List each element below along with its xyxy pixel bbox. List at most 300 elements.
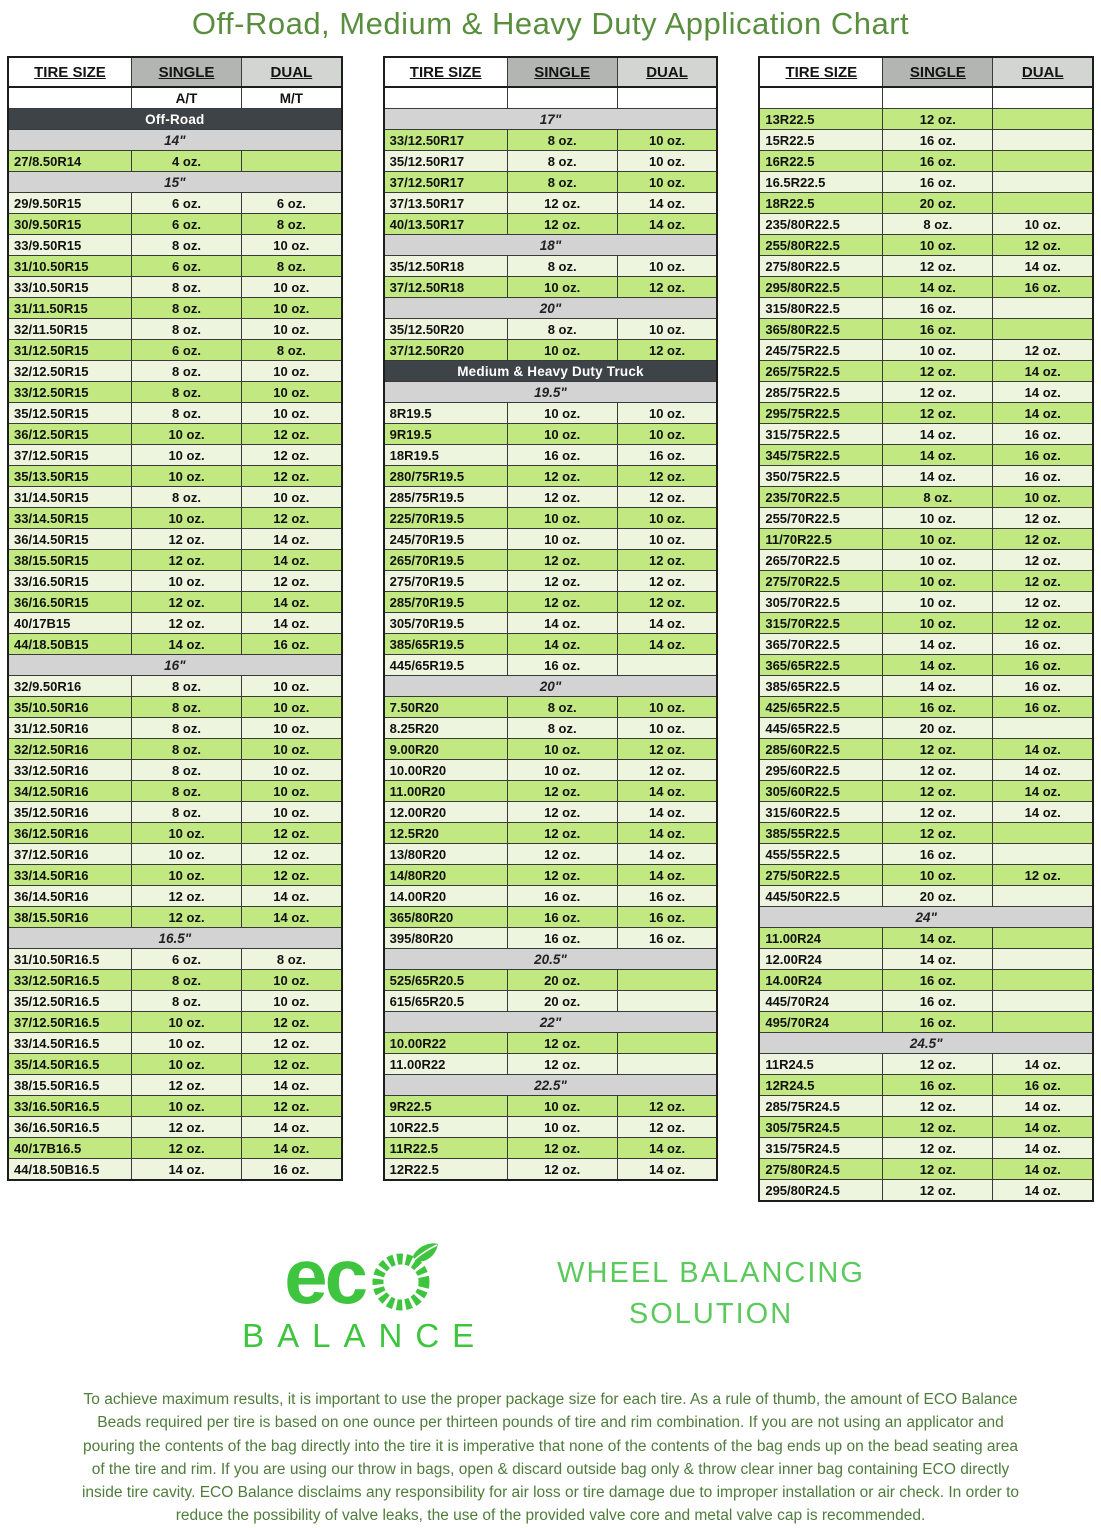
table-row [384, 319, 718, 340]
single-oz-cell: 12 oz. [883, 802, 993, 823]
tire-size-cell: 44/18.50B15 [8, 634, 131, 655]
tire-size-cell: 40/13.50R17 [384, 214, 507, 235]
tire-size-cell: 12R22.5 [384, 1159, 507, 1181]
tire-size-cell: 34/12.50R16 [8, 781, 131, 802]
tire-size-cell: 12.00R20 [384, 802, 507, 823]
dual-oz-cell: 10 oz. [242, 361, 342, 382]
tire-size-cell: 36/14.50R15 [8, 529, 131, 550]
dual-oz-cell: 14 oz. [993, 802, 1093, 823]
table-row [384, 1117, 718, 1138]
single-oz-cell: 16 oz. [507, 928, 617, 949]
wheel-size-header: 20" [384, 298, 718, 319]
single-oz-cell: 16 oz. [507, 886, 617, 907]
tire-size-cell: 15R22.5 [759, 130, 882, 151]
single-oz-cell: 8 oz. [507, 697, 617, 718]
column-header-single: SINGLE [131, 57, 241, 87]
tire-size-cell: 35/10.50R16 [8, 697, 131, 718]
single-oz-cell: 6 oz. [131, 340, 241, 361]
tire-size-cell: 265/75R22.5 [759, 361, 882, 382]
subheader-cell: M/T [242, 87, 342, 109]
dual-oz-cell: 16 oz. [242, 1159, 342, 1181]
wheel-size-header: 20.5" [384, 949, 718, 970]
column-header-tire-size: TIRE SIZE [8, 57, 131, 87]
table-row [8, 739, 342, 760]
subheader-cell [384, 87, 507, 109]
single-oz-cell: 12 oz. [883, 361, 993, 382]
subheader-row [759, 87, 1093, 109]
single-oz-cell: 20 oz. [507, 970, 617, 991]
single-oz-cell: 8 oz. [507, 319, 617, 340]
tire-size-cell: 11.00R24 [759, 928, 882, 949]
dual-oz-cell: 12 oz. [617, 1096, 717, 1117]
single-oz-cell: 10 oz. [131, 1012, 241, 1033]
dual-oz-cell: 14 oz. [993, 256, 1093, 277]
logo-text-balance: BALANCE [242, 1316, 488, 1354]
table-row [384, 844, 718, 865]
single-oz-cell: 14 oz. [883, 424, 993, 445]
single-oz-cell: 12 oz. [883, 382, 993, 403]
tire-size-cell: 37/12.50R20 [384, 340, 507, 361]
dual-oz-cell: 16 oz. [993, 424, 1093, 445]
dual-oz-cell: 10 oz. [617, 151, 717, 172]
dual-oz-cell: 12 oz. [242, 823, 342, 844]
tire-size-cell: 31/10.50R15 [8, 256, 131, 277]
table-row [759, 340, 1093, 361]
dual-oz-cell [993, 1012, 1093, 1033]
tire-size-cell: 285/70R19.5 [384, 592, 507, 613]
single-oz-cell: 8 oz. [131, 403, 241, 424]
dual-oz-cell: 10 oz. [242, 970, 342, 991]
dual-oz-cell: 12 oz. [993, 592, 1093, 613]
table-row [8, 949, 342, 970]
table-row [8, 193, 342, 214]
table-row [8, 844, 342, 865]
dual-oz-cell: 14 oz. [617, 214, 717, 235]
column-header-tire-size: TIRE SIZE [759, 57, 882, 87]
table-row [384, 214, 718, 235]
dual-oz-cell: 16 oz. [617, 886, 717, 907]
single-oz-cell: 12 oz. [507, 1033, 617, 1054]
tire-size-cell: 44/18.50B16.5 [8, 1159, 131, 1181]
tire-size-cell: 315/70R22.5 [759, 613, 882, 634]
table-row [384, 445, 718, 466]
table-row [759, 487, 1093, 508]
dual-oz-cell: 10 oz. [617, 508, 717, 529]
section-header-row [8, 109, 342, 130]
single-oz-cell: 12 oz. [507, 865, 617, 886]
dual-oz-cell: 16 oz. [617, 907, 717, 928]
tire-size-cell: 13R22.5 [759, 109, 882, 130]
subheader-cell [883, 87, 993, 109]
tire-size-cell: 37/12.50R17 [384, 172, 507, 193]
tire-size-cell: 445/70R24 [759, 991, 882, 1012]
tire-size-cell: 35/12.50R20 [384, 319, 507, 340]
table-row [759, 991, 1093, 1012]
single-oz-cell: 10 oz. [131, 424, 241, 445]
dual-oz-cell: 16 oz. [993, 697, 1093, 718]
tire-size-cell: 36/12.50R16 [8, 823, 131, 844]
table-row [759, 445, 1093, 466]
subheader-cell [617, 87, 717, 109]
tire-size-cell: 14.00R20 [384, 886, 507, 907]
table-row [759, 949, 1093, 970]
table-row [759, 1075, 1093, 1096]
column-header-single: SINGLE [883, 57, 993, 87]
dual-oz-cell: 14 oz. [993, 760, 1093, 781]
dual-oz-cell: 12 oz. [242, 571, 342, 592]
tire-size-cell: 31/11.50R15 [8, 298, 131, 319]
single-oz-cell: 10 oz. [131, 1054, 241, 1075]
table-row [8, 781, 342, 802]
single-oz-cell: 16 oz. [883, 991, 993, 1012]
dual-oz-cell: 14 oz. [617, 802, 717, 823]
single-oz-cell: 8 oz. [507, 151, 617, 172]
table-row [8, 445, 342, 466]
dual-oz-cell [617, 1033, 717, 1054]
single-oz-cell: 14 oz. [883, 634, 993, 655]
single-oz-cell: 20 oz. [883, 718, 993, 739]
single-oz-cell: 8 oz. [131, 277, 241, 298]
single-oz-cell: 12 oz. [131, 529, 241, 550]
table-row [384, 340, 718, 361]
dual-oz-cell [617, 991, 717, 1012]
single-oz-cell: 12 oz. [883, 1138, 993, 1159]
table-row [8, 529, 342, 550]
tire-size-cell: 33/14.50R15 [8, 508, 131, 529]
tire-size-cell: 12.5R20 [384, 823, 507, 844]
table-row [384, 172, 718, 193]
single-oz-cell: 10 oz. [883, 592, 993, 613]
table-row [759, 760, 1093, 781]
dual-oz-cell: 12 oz. [242, 1096, 342, 1117]
single-oz-cell: 10 oz. [507, 1096, 617, 1117]
table-row [759, 466, 1093, 487]
table-row [759, 844, 1093, 865]
section-header: Medium & Heavy Duty Truck [384, 361, 718, 382]
dual-oz-cell: 14 oz. [993, 361, 1093, 382]
tire-size-cell: 295/80R22.5 [759, 277, 882, 298]
single-oz-cell: 14 oz. [883, 949, 993, 970]
single-oz-cell: 8 oz. [883, 487, 993, 508]
dual-oz-cell: 10 oz. [993, 487, 1093, 508]
dual-oz-cell: 10 oz. [617, 172, 717, 193]
table-row [384, 718, 718, 739]
dual-oz-cell: 12 oz. [617, 277, 717, 298]
table-row [759, 970, 1093, 991]
tire-size-cell: 245/75R22.5 [759, 340, 882, 361]
table-row [759, 802, 1093, 823]
single-oz-cell: 16 oz. [883, 151, 993, 172]
tire-size-cell: 280/75R19.5 [384, 466, 507, 487]
single-oz-cell: 8 oz. [131, 676, 241, 697]
table-row [384, 529, 718, 550]
table-row [384, 424, 718, 445]
single-oz-cell: 12 oz. [131, 1117, 241, 1138]
single-oz-cell: 16 oz. [883, 970, 993, 991]
tire-size-cell: 33/12.50R17 [384, 130, 507, 151]
dual-oz-cell: 14 oz. [242, 886, 342, 907]
tagline-line-2: SOLUTION [628, 1298, 794, 1330]
tire-size-cell: 285/75R24.5 [759, 1096, 882, 1117]
single-oz-cell: 10 oz. [507, 424, 617, 445]
table-row [8, 571, 342, 592]
tire-size-cell: 36/14.50R16 [8, 886, 131, 907]
table-row [8, 886, 342, 907]
dual-oz-cell: 14 oz. [617, 865, 717, 886]
dual-oz-cell: 16 oz. [993, 676, 1093, 697]
tire-size-cell: 35/12.50R16.5 [8, 991, 131, 1012]
table-row [759, 193, 1093, 214]
column-header-single: SINGLE [507, 57, 617, 87]
single-oz-cell: 10 oz. [131, 1096, 241, 1117]
column-header-dual: DUAL [617, 57, 717, 87]
dual-oz-cell: 14 oz. [993, 739, 1093, 760]
dual-oz-cell [993, 823, 1093, 844]
wheel-size-header-row [384, 1075, 718, 1096]
tire-size-cell: 40/17B15 [8, 613, 131, 634]
wheel-size-header: 24.5" [759, 1033, 1093, 1054]
dual-oz-cell: 10 oz. [617, 718, 717, 739]
table-row [384, 466, 718, 487]
dual-oz-cell: 14 oz. [993, 781, 1093, 802]
tire-size-cell: 235/70R22.5 [759, 487, 882, 508]
dual-oz-cell: 12 oz. [617, 550, 717, 571]
single-oz-cell: 12 oz. [507, 466, 617, 487]
eco-balance-logo [236, 1231, 488, 1354]
single-oz-cell: 12 oz. [507, 193, 617, 214]
wheel-size-header: 20" [384, 676, 718, 697]
dual-oz-cell: 16 oz. [993, 466, 1093, 487]
tire-size-cell: 445/65R19.5 [384, 655, 507, 676]
dual-oz-cell: 12 oz. [993, 613, 1093, 634]
single-oz-cell: 6 oz. [131, 256, 241, 277]
dual-oz-cell: 16 oz. [993, 445, 1093, 466]
tire-size-cell: 37/12.50R18 [384, 277, 507, 298]
table-row [384, 970, 718, 991]
table-row [759, 781, 1093, 802]
disclaimer-line: Beads required per tire is based on one ounce per thirteen pounds of tire and rim combination. If you are not using an applicator and [97, 1414, 1004, 1432]
tire-size-cell: 31/14.50R15 [8, 487, 131, 508]
logo-wordmark-eco [236, 1231, 487, 1320]
tire-size-cell: 36/12.50R15 [8, 424, 131, 445]
single-oz-cell: 20 oz. [507, 991, 617, 1012]
dual-oz-cell: 12 oz. [242, 844, 342, 865]
dual-oz-cell: 14 oz. [617, 1159, 717, 1181]
table-row [384, 1159, 718, 1181]
dual-oz-cell: 14 oz. [242, 1075, 342, 1096]
table-row [384, 1096, 718, 1117]
single-oz-cell: 8 oz. [131, 802, 241, 823]
page-title: Off-Road, Medium & Heavy Duty Application Chart [191, 6, 910, 41]
dual-oz-cell: 12 oz. [617, 466, 717, 487]
wheel-size-header: 15" [8, 172, 342, 193]
single-oz-cell: 8 oz. [131, 487, 241, 508]
table-row [759, 508, 1093, 529]
dual-oz-cell [993, 991, 1093, 1012]
tire-size-cell: 33/10.50R15 [8, 277, 131, 298]
tire-size-cell: 275/70R19.5 [384, 571, 507, 592]
tire-size-cell: 35/14.50R16.5 [8, 1054, 131, 1075]
table-row [759, 676, 1093, 697]
wheel-size-header-row [384, 1012, 718, 1033]
tire-size-cell: 9.00R20 [384, 739, 507, 760]
usage-disclaimer-text [0, 1388, 1101, 1528]
single-oz-cell: 14 oz. [883, 445, 993, 466]
wheel-size-header: 14" [8, 130, 342, 151]
table-row [384, 613, 718, 634]
tire-size-cell: 10R22.5 [384, 1117, 507, 1138]
dual-oz-cell: 16 oz. [993, 634, 1093, 655]
dual-oz-cell: 10 oz. [242, 991, 342, 1012]
dual-oz-cell: 10 oz. [617, 424, 717, 445]
subheader-row [8, 87, 342, 109]
tire-size-cell: 29/9.50R15 [8, 193, 131, 214]
tire-size-cell: 33/9.50R15 [8, 235, 131, 256]
table-row [384, 886, 718, 907]
single-oz-cell: 16 oz. [507, 445, 617, 466]
tire-size-cell: 265/70R22.5 [759, 550, 882, 571]
single-oz-cell: 12 oz. [507, 802, 617, 823]
single-oz-cell: 8 oz. [131, 361, 241, 382]
single-oz-cell: 14 oz. [507, 613, 617, 634]
table-row [8, 466, 342, 487]
single-oz-cell: 10 oz. [507, 1117, 617, 1138]
table-row [759, 130, 1093, 151]
table-row [8, 823, 342, 844]
column-header-tire-size: TIRE SIZE [384, 57, 507, 87]
tire-with-leaf-icon [367, 1242, 439, 1314]
wheel-size-header: 18" [384, 235, 718, 256]
tire-size-cell: 13/80R20 [384, 844, 507, 865]
single-oz-cell: 12 oz. [507, 1054, 617, 1075]
table-row [8, 1096, 342, 1117]
tire-size-cell: 16R22.5 [759, 151, 882, 172]
table-row [759, 172, 1093, 193]
single-oz-cell: 8 oz. [131, 970, 241, 991]
single-oz-cell: 8 oz. [131, 739, 241, 760]
table-row [759, 403, 1093, 424]
dual-oz-cell: 10 oz. [242, 781, 342, 802]
dual-oz-cell: 10 oz. [242, 235, 342, 256]
tire-size-cell: 615/65R20.5 [384, 991, 507, 1012]
dual-oz-cell: 12 oz. [617, 571, 717, 592]
tire-size-cell: 32/12.50R15 [8, 361, 131, 382]
tire-size-cell: 8R19.5 [384, 403, 507, 424]
dual-oz-cell: 14 oz. [993, 1180, 1093, 1202]
table-row [759, 928, 1093, 949]
column-header-dual: DUAL [242, 57, 342, 87]
single-oz-cell: 12 oz. [883, 739, 993, 760]
table-row [8, 697, 342, 718]
dual-oz-cell: 12 oz. [617, 487, 717, 508]
table-row [759, 151, 1093, 172]
dual-oz-cell: 14 oz. [617, 781, 717, 802]
table-row [759, 1117, 1093, 1138]
table-row [759, 697, 1093, 718]
tire-size-cell: 315/75R22.5 [759, 424, 882, 445]
tire-size-cell: 11.00R22 [384, 1054, 507, 1075]
single-oz-cell: 12 oz. [507, 487, 617, 508]
tire-size-cell: 425/65R22.5 [759, 697, 882, 718]
dual-oz-cell: 12 oz. [617, 592, 717, 613]
tire-size-cell: 11R22.5 [384, 1138, 507, 1159]
dual-oz-cell: 12 oz. [617, 760, 717, 781]
dual-oz-cell: 6 oz. [242, 193, 342, 214]
dual-oz-cell: 12 oz. [617, 340, 717, 361]
single-oz-cell: 12 oz. [131, 886, 241, 907]
single-oz-cell: 10 oz. [131, 823, 241, 844]
dual-oz-cell: 10 oz. [617, 697, 717, 718]
single-oz-cell: 8 oz. [131, 697, 241, 718]
tire-size-cell: 11/70R22.5 [759, 529, 882, 550]
table-row [384, 277, 718, 298]
single-oz-cell: 12 oz. [883, 1117, 993, 1138]
dual-oz-cell: 14 oz. [242, 1138, 342, 1159]
dual-oz-cell: 12 oz. [242, 508, 342, 529]
tire-size-cell: 35/12.50R15 [8, 403, 131, 424]
tire-size-cell: 235/80R22.5 [759, 214, 882, 235]
dual-oz-cell: 10 oz. [617, 256, 717, 277]
tire-size-cell: 31/12.50R16 [8, 718, 131, 739]
dual-oz-cell: 14 oz. [993, 382, 1093, 403]
single-oz-cell: 14 oz. [131, 1159, 241, 1181]
tire-size-cell: 37/12.50R15 [8, 445, 131, 466]
disclaimer-line: pouring the contents of the bag directly into the tire it is imperative that none of the contents of the bag ends up on the bead seating area [83, 1437, 1018, 1455]
tire-size-cell: 225/70R19.5 [384, 508, 507, 529]
wheel-size-header: 16" [8, 655, 342, 676]
dual-oz-cell: 16 oz. [993, 1075, 1093, 1096]
table-row [759, 592, 1093, 613]
single-oz-cell: 10 oz. [883, 571, 993, 592]
wheel-size-header-row [759, 1033, 1093, 1054]
wheel-size-header: 22.5" [384, 1075, 718, 1096]
subheader-cell [759, 87, 882, 109]
dual-oz-cell: 10 oz. [617, 403, 717, 424]
table-row [384, 1054, 718, 1075]
tire-size-cell: 365/80R20 [384, 907, 507, 928]
single-oz-cell: 12 oz. [507, 550, 617, 571]
single-oz-cell: 12 oz. [131, 907, 241, 928]
single-oz-cell: 10 oz. [507, 508, 617, 529]
dual-oz-cell: 10 oz. [242, 697, 342, 718]
tire-size-cell: 12.00R24 [759, 949, 882, 970]
tire-size-cell: 11.00R20 [384, 781, 507, 802]
table-row [8, 634, 342, 655]
tire-size-cell: 10.00R20 [384, 760, 507, 781]
dual-oz-cell [993, 130, 1093, 151]
single-oz-cell: 12 oz. [131, 1138, 241, 1159]
wheel-size-header-row [384, 109, 718, 130]
table-row [759, 1096, 1093, 1117]
table-row [8, 382, 342, 403]
dual-oz-cell: 12 oz. [993, 529, 1093, 550]
dual-oz-cell: 14 oz. [242, 592, 342, 613]
table-row [8, 277, 342, 298]
tire-size-cell: 255/70R22.5 [759, 508, 882, 529]
subheader-row [384, 87, 718, 109]
dual-oz-cell: 14 oz. [617, 1138, 717, 1159]
single-oz-cell: 10 oz. [507, 277, 617, 298]
tire-size-cell: 345/75R22.5 [759, 445, 882, 466]
disclaimer-line: inside tire cavity. ECO Balance disclaims any responsibility for air loss or tire damage due to improper installation or air check. In order to [81, 1484, 1019, 1501]
dual-oz-cell [617, 1054, 717, 1075]
tire-size-cell: 18R22.5 [759, 193, 882, 214]
dual-oz-cell: 12 oz. [242, 445, 342, 466]
table-row [384, 865, 718, 886]
single-oz-cell: 10 oz. [507, 403, 617, 424]
single-oz-cell: 8 oz. [131, 382, 241, 403]
tire-size-cell: 32/12.50R16 [8, 739, 131, 760]
